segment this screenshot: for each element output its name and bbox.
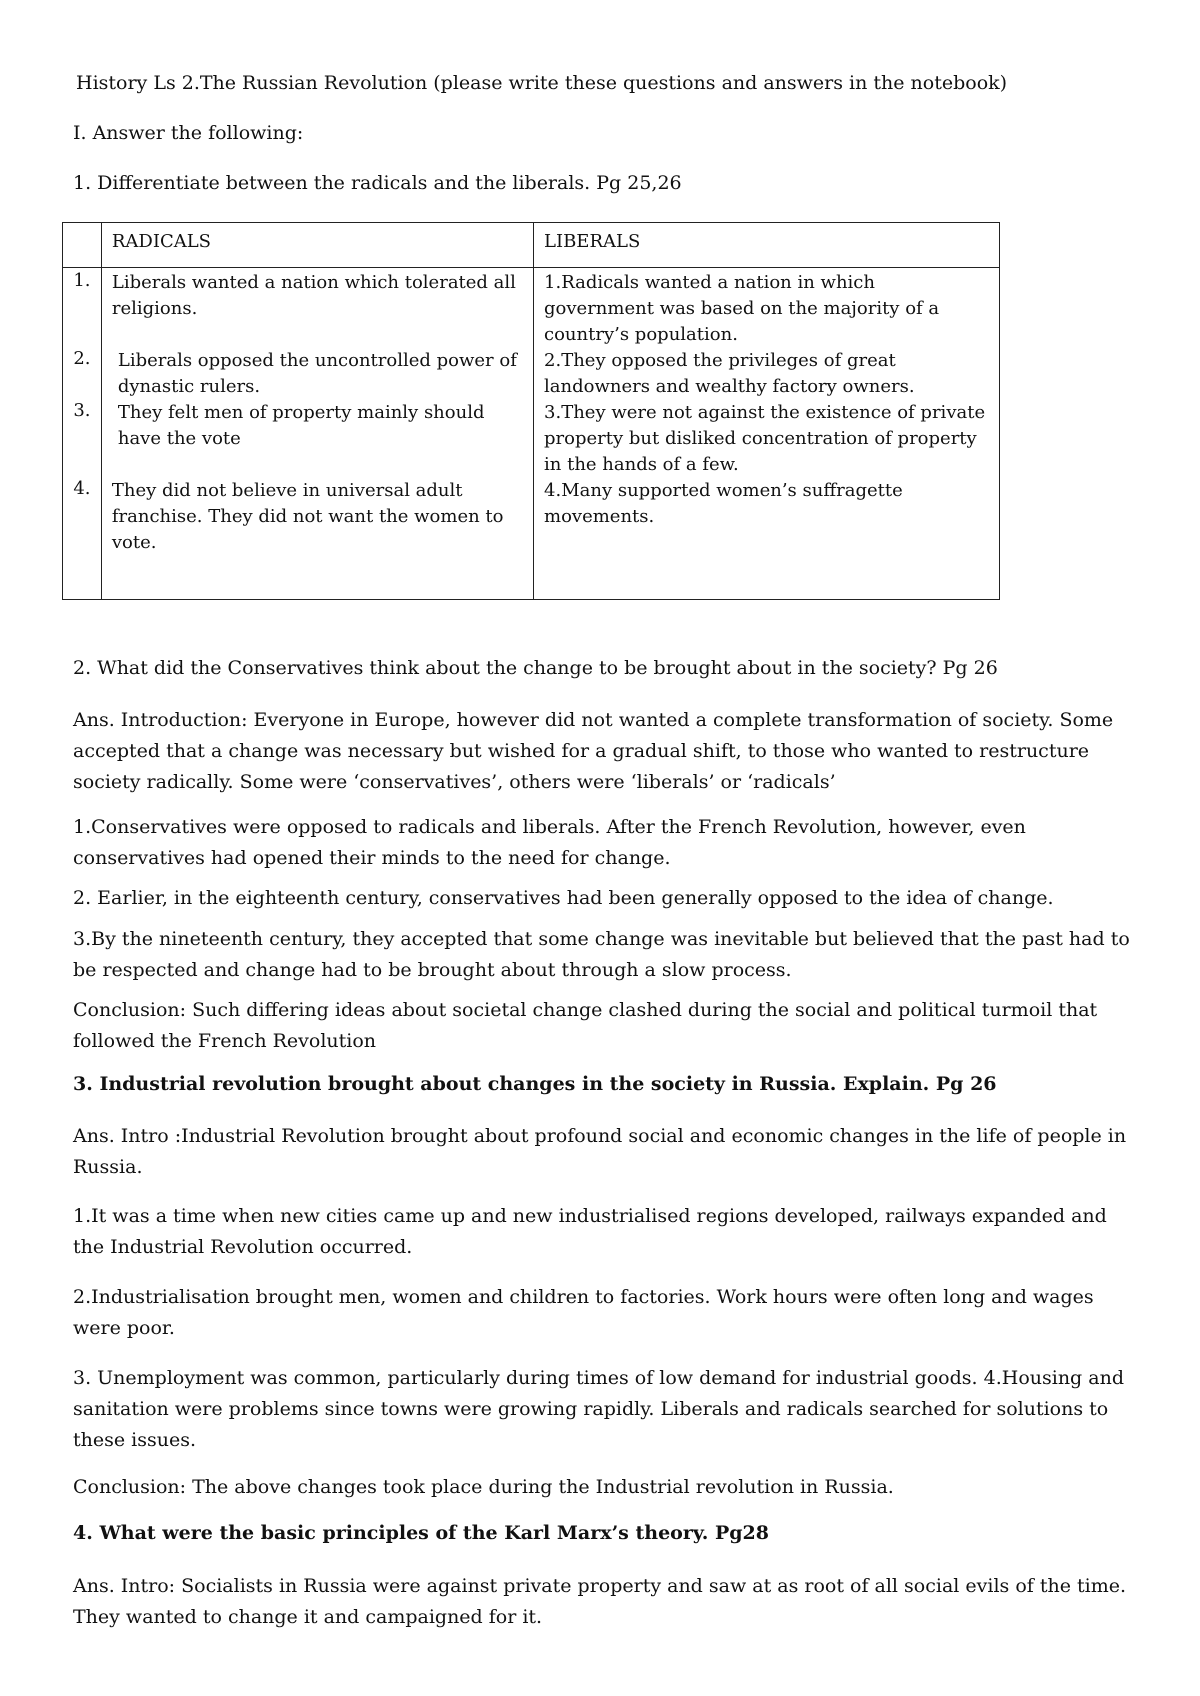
question-3-conclusion: Conclusion: The above changes took place during the Industrial revolution in Russia.: [73, 1476, 894, 1498]
question-1: 1. Differentiate between the radicals and the liberals. Pg 25,26: [73, 172, 682, 194]
radicals-column: [101, 268, 533, 600]
question-2-point-1: 1.Conservatives were opposed to radicals and liberals. After the French Revolution, however, even conservatives had opened their minds to the need for change.: [73, 816, 1026, 869]
question-2: 2. What did the Conservatives think about the change to be brought about in the society? Pg 26: [73, 657, 998, 679]
liberals-point: 4.Many supported women’s suffragette movements.: [544, 480, 903, 527]
row-number: 4.: [73, 478, 91, 499]
radicals-point: They did not believe in universal adult franchise. They did not want the women to vote.: [111, 480, 504, 553]
radicals-point: Liberals wanted a nation which tolerated all religions.: [111, 272, 516, 319]
row-numbers: [63, 268, 102, 600]
liberals-column: [534, 268, 1000, 600]
radicals-point: They felt men of property mainly should have the vote: [117, 402, 485, 449]
table-header-liberals: LIBERALS: [534, 223, 1000, 268]
liberals-point: 3.They were not against the existence of private property but disliked concentration of property in the hands of a few.: [544, 402, 986, 475]
table-header-radicals: RADICALS: [101, 223, 533, 268]
row-number: 3.: [73, 400, 91, 421]
liberals-point: 2.They opposed the privileges of great landowners and wealthy factory owners.: [544, 350, 915, 397]
question-4: 4. What were the basic principles of the Karl Marx’s theory. Pg28: [73, 1522, 769, 1544]
question-3-intro: Ans. Intro :Industrial Revolution brought about profound social and economic changes in the life of people in Russia.: [73, 1125, 1127, 1178]
row-number: 2.: [73, 348, 91, 369]
question-2-intro: Ans. Introduction: Everyone in Europe, however did not wanted a complete transformation of society. Some accepted that a change was necessary but wished for a gradual shift, to those who wanted to restructure society radically. Some were ‘conservatives’, others were ‘liberals’ or ‘radicals’: [73, 709, 1114, 793]
document-title: History Ls 2.The Russian Revolution (please write these questions and answers in the notebook): [76, 72, 1008, 94]
question-3-point-2: 2.Industrialisation brought men, women and children to factories. Work hours were often long and wages were poor.: [73, 1286, 1094, 1339]
table-header-row: [63, 223, 1000, 268]
radicals-point: Liberals opposed the uncontrolled power of dynastic rulers.: [117, 350, 517, 397]
question-2-conclusion: Conclusion: Such differing ideas about societal change clashed during the social and political turmoil that followed the French Revolution: [73, 999, 1098, 1052]
question-4-intro: Ans. Intro: Socialists in Russia were against private property and saw at as root of all social evils of the time. They wanted to change it and campaigned for it.: [73, 1575, 1126, 1628]
question-2-point-2: 2. Earlier, in the eighteenth century, conservatives had been generally opposed to the idea of change.: [73, 887, 1054, 909]
question-3-point-3: 3. Unemployment was common, particularly during times of low demand for industrial goods. 4.Housing and sanitation were problems since towns were growing rapidly. Liberals and radicals searched for solutions to these issues.: [73, 1367, 1124, 1451]
table-header-blank: [63, 223, 102, 268]
question-2-point-3: 3.By the nineteenth century, they accepted that some change was inevitable but believed that the past had to be respected and change had to be brought about through a slow process.: [73, 928, 1130, 981]
question-3-point-1: 1.It was a time when new cities came up and new industrialised regions developed, railways expanded and the Industrial Revolution occurred.: [73, 1205, 1107, 1258]
section-heading: I. Answer the following:: [73, 122, 304, 144]
question-3: 3. Industrial revolution brought about changes in the society in Russia. Explain. Pg 26: [73, 1073, 997, 1095]
comparison-table: [62, 222, 1000, 600]
row-number: 1.: [73, 270, 91, 291]
table-row: [63, 268, 1000, 600]
liberals-point: 1.Radicals wanted a nation in which government was based on the majority of a country’s population.: [544, 272, 940, 345]
